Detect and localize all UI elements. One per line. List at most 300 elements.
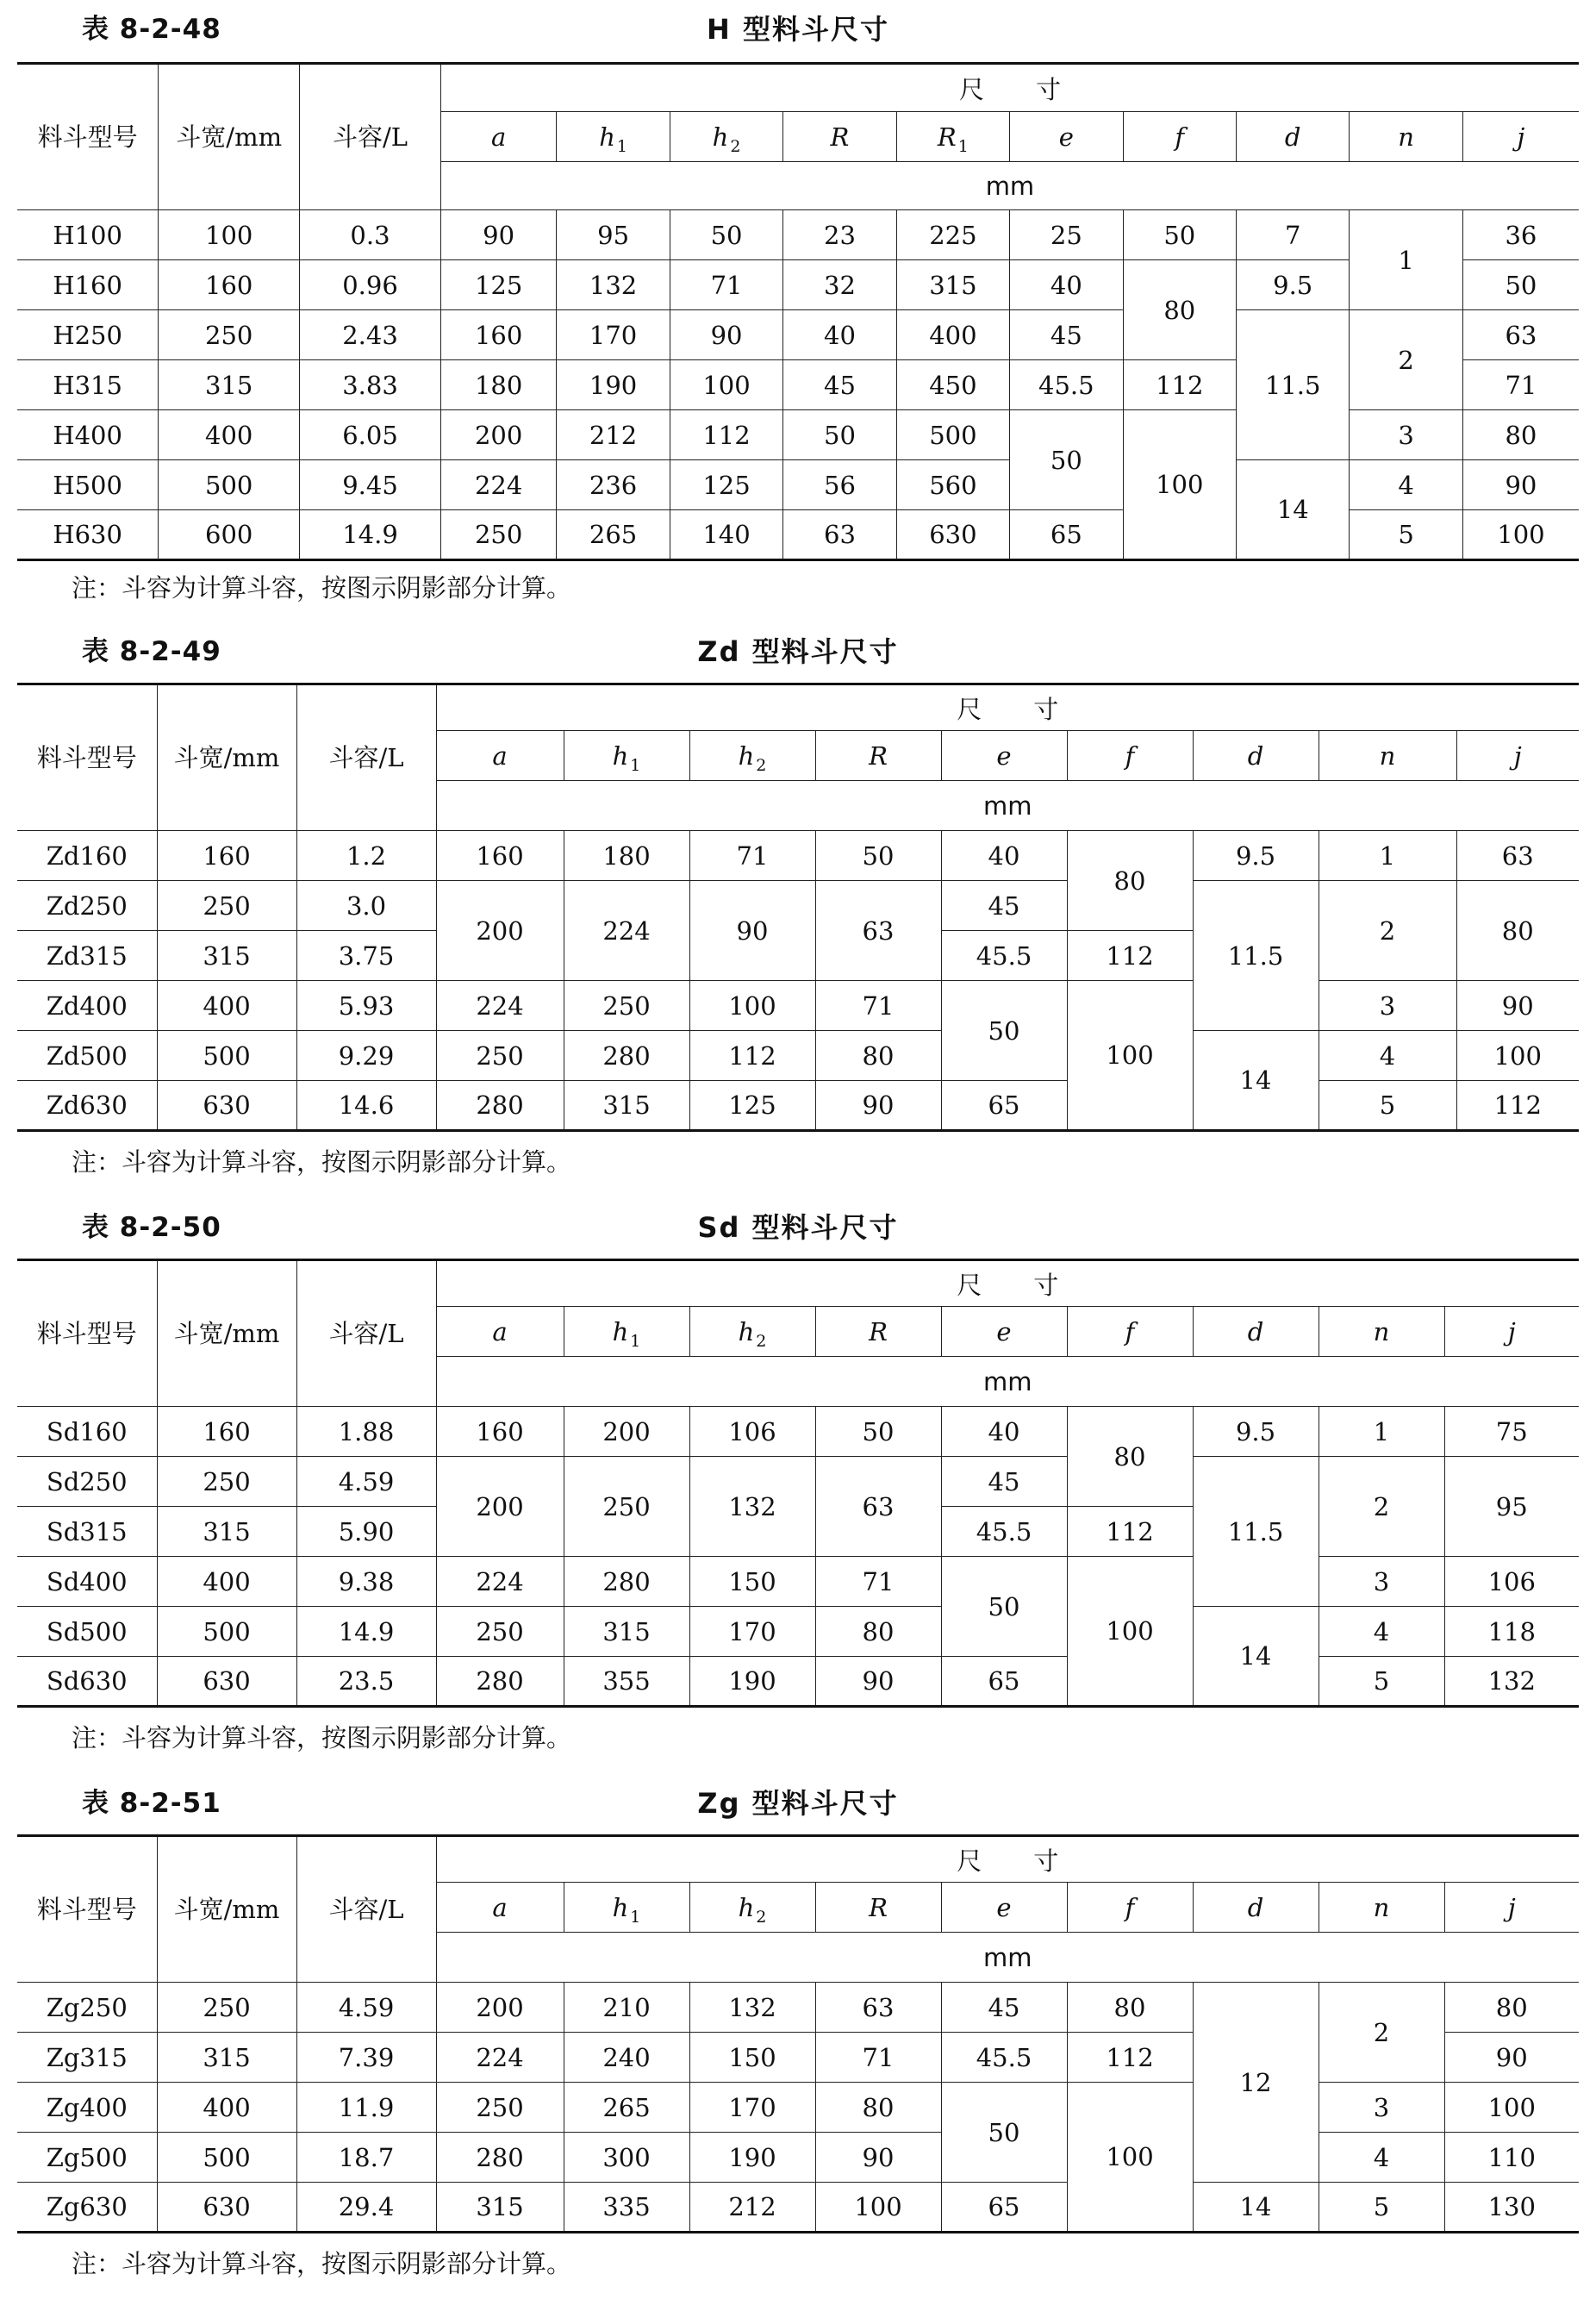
cell: 9.5 — [1193, 831, 1319, 881]
cell: 90 — [1462, 460, 1579, 510]
table-row — [17, 1657, 1579, 1707]
cell: 14.6 — [296, 1081, 436, 1131]
cell: 132 — [1444, 1657, 1579, 1707]
cell: 160 — [436, 831, 564, 881]
cell: Zd400 — [17, 981, 157, 1031]
cell: 400 — [157, 2083, 296, 2133]
table-number: 表 8-2-51 — [82, 1788, 221, 1819]
cell: 4.59 — [296, 1457, 436, 1507]
cell: 600 — [159, 510, 300, 560]
table-note: 注：斗容为计算斗容，按图示阴影部分计算。 — [72, 573, 572, 603]
cell: 315 — [157, 1507, 296, 1557]
cell: 100 — [159, 210, 300, 260]
cell: 1 — [1319, 1407, 1444, 1457]
sym-d: d — [1193, 1883, 1319, 1933]
cell: 90 — [670, 310, 782, 360]
cell: 630 — [157, 1657, 296, 1707]
cell: 100 — [689, 981, 815, 1031]
cell: 32 — [783, 260, 896, 310]
cell: 250 — [440, 510, 556, 560]
cell: 500 — [896, 410, 1009, 460]
cell: 500 — [159, 460, 300, 510]
table-8-2-48 — [17, 62, 1579, 561]
cell: 63 — [815, 1983, 941, 2033]
cell: 200 — [564, 1407, 689, 1457]
cell: 80 — [1444, 1983, 1579, 2033]
cell: 5 — [1350, 510, 1462, 560]
header-width: 斗宽/mm — [157, 684, 296, 831]
header-capacity: 斗容/L — [296, 1836, 436, 1983]
sym-a: a — [436, 731, 564, 781]
cell: 450 — [896, 360, 1009, 410]
cell: 280 — [436, 1081, 564, 1131]
header-width: 斗宽/mm — [159, 64, 300, 210]
cell: 265 — [564, 2083, 689, 2133]
cell: 315 — [564, 1081, 689, 1131]
cell: 65 — [941, 2183, 1067, 2233]
sym-f: f — [1067, 1883, 1193, 1933]
cell: 160 — [436, 1407, 564, 1457]
cell: 400 — [157, 981, 296, 1031]
cell: 200 — [436, 1457, 564, 1557]
cell: 45.5 — [941, 1507, 1067, 1557]
cell: 335 — [564, 2183, 689, 2233]
table-number: 表 8-2-50 — [82, 1212, 221, 1243]
cell: 80 — [1067, 1407, 1193, 1507]
cell: 100 — [1444, 2083, 1579, 2133]
cell: 95 — [557, 210, 670, 260]
cell: 50 — [783, 410, 896, 460]
cell: 5.93 — [296, 981, 436, 1031]
cell: 63 — [1462, 310, 1579, 360]
cell: 224 — [564, 881, 689, 981]
header-capacity: 斗容/L — [296, 684, 436, 831]
cell: 400 — [159, 410, 300, 460]
table-row — [17, 1081, 1579, 1131]
cell: 3.0 — [296, 881, 436, 931]
table-row — [17, 460, 1579, 510]
cell: 250 — [436, 1031, 564, 1081]
table-row — [17, 310, 1579, 360]
cell: 112 — [1067, 2033, 1193, 2083]
table-title: H 型料斗尺寸 — [707, 13, 889, 46]
cell: 315 — [157, 2033, 296, 2083]
cell: 80 — [1123, 260, 1236, 360]
sym-f: f — [1067, 1307, 1193, 1357]
cell: 110 — [1444, 2133, 1579, 2183]
sym-R: R — [815, 1307, 941, 1357]
cell: 160 — [157, 831, 296, 881]
cell: 9.29 — [296, 1031, 436, 1081]
cell: 225 — [896, 210, 1009, 260]
cell: 170 — [689, 1607, 815, 1657]
header-dimensions: 尺寸 — [440, 64, 1579, 112]
cell: 200 — [436, 881, 564, 981]
table-8-2-51 — [17, 1834, 1579, 2233]
cell: 2 — [1319, 1983, 1444, 2083]
cell: H315 — [17, 360, 159, 410]
cell: 29.4 — [296, 2183, 436, 2233]
cell: Zd315 — [17, 931, 157, 981]
cell: 63 — [815, 881, 941, 981]
header-capacity: 斗容/L — [296, 1260, 436, 1407]
sym-n: n — [1319, 1307, 1444, 1357]
cell: 125 — [440, 260, 556, 310]
cell: 250 — [157, 881, 296, 931]
cell: 2.43 — [300, 310, 441, 360]
table-note: 注：斗容为计算斗容，按图示阴影部分计算。 — [72, 1723, 572, 1752]
table-row — [17, 260, 1579, 310]
cell: 90 — [440, 210, 556, 260]
sym-n: n — [1350, 112, 1462, 162]
cell: 100 — [815, 2183, 941, 2233]
cell: 112 — [1456, 1081, 1579, 1131]
header-capacity: 斗容/L — [300, 64, 441, 210]
unit-mm: mm — [436, 1933, 1579, 1983]
cell: 71 — [815, 2033, 941, 2083]
cell: 90 — [689, 881, 815, 981]
cell: Sd315 — [17, 1507, 157, 1557]
header-dimensions: 尺寸 — [436, 1836, 1579, 1883]
cell: 224 — [440, 460, 556, 510]
cell: 65 — [941, 1657, 1067, 1707]
cell: 500 — [157, 1607, 296, 1657]
table-caption — [0, 628, 1596, 679]
cell: 36 — [1462, 210, 1579, 260]
cell: 2 — [1319, 881, 1456, 981]
cell: 100 — [1067, 981, 1193, 1131]
cell: 100 — [1456, 1031, 1579, 1081]
cell: 45 — [783, 360, 896, 410]
header-model: 料斗型号 — [17, 64, 159, 210]
cell: 71 — [689, 831, 815, 881]
cell: 132 — [557, 260, 670, 310]
sym-j: j — [1456, 731, 1579, 781]
cell: 9.45 — [300, 460, 441, 510]
cell: 4 — [1319, 1607, 1444, 1657]
cell: 315 — [436, 2183, 564, 2233]
cell: 9.5 — [1193, 1407, 1319, 1457]
cell: 280 — [436, 2133, 564, 2183]
cell: 2 — [1319, 1457, 1444, 1557]
header-width: 斗宽/mm — [157, 1260, 296, 1407]
cell: 100 — [1462, 510, 1579, 560]
table-row — [17, 2183, 1579, 2233]
cell: 9.38 — [296, 1557, 436, 1607]
table-row — [17, 1031, 1579, 1081]
sym-n: n — [1319, 1883, 1444, 1933]
cell: 5.90 — [296, 1507, 436, 1557]
cell: 3 — [1319, 2083, 1444, 2133]
sym-n: n — [1319, 731, 1456, 781]
cell: Zg500 — [17, 2133, 157, 2183]
cell: 125 — [670, 460, 782, 510]
cell: 212 — [689, 2183, 815, 2233]
cell: 5 — [1319, 1657, 1444, 1707]
table-8-2-49 — [17, 683, 1579, 1132]
cell: 112 — [1067, 1507, 1193, 1557]
cell: 50 — [815, 831, 941, 881]
cell: 200 — [440, 410, 556, 460]
cell: 150 — [689, 1557, 815, 1607]
cell: 112 — [1123, 360, 1236, 410]
cell: 63 — [1456, 831, 1579, 881]
cell: 2 — [1350, 310, 1462, 410]
cell: 315 — [564, 1607, 689, 1657]
cell: 11.5 — [1193, 1457, 1319, 1607]
cell: 250 — [436, 2083, 564, 2133]
sym-j: j — [1444, 1883, 1579, 1933]
cell: 45 — [1010, 310, 1123, 360]
table-title: Zg 型料斗尺寸 — [697, 1787, 899, 1820]
cell: 75 — [1444, 1407, 1579, 1457]
cell: 80 — [815, 2083, 941, 2133]
cell: 45.5 — [941, 931, 1067, 981]
section-table-8-2-51 — [0, 1779, 1596, 2278]
sym-e: e — [941, 1307, 1067, 1357]
cell: 630 — [896, 510, 1009, 560]
sym-d: d — [1193, 1307, 1319, 1357]
table-row — [17, 1607, 1579, 1657]
cell: Zg250 — [17, 1983, 157, 2033]
cell: 14 — [1193, 2183, 1319, 2233]
cell: 132 — [689, 1457, 815, 1557]
cell: 65 — [941, 1081, 1067, 1131]
cell: 160 — [157, 1407, 296, 1457]
cell: 50 — [1010, 410, 1123, 510]
cell: 250 — [436, 1607, 564, 1657]
cell: 7 — [1236, 210, 1349, 260]
cell: Sd630 — [17, 1657, 157, 1707]
cell: 210 — [564, 1983, 689, 2033]
cell: 11.5 — [1236, 310, 1349, 460]
cell: 250 — [157, 1457, 296, 1507]
cell: H500 — [17, 460, 159, 510]
cell: 112 — [689, 1031, 815, 1081]
section-table-8-2-48 — [0, 5, 1596, 603]
unit-mm: mm — [440, 162, 1579, 210]
sym-R: R — [815, 731, 941, 781]
table-row — [17, 1407, 1579, 1457]
cell: 56 — [783, 460, 896, 510]
cell: 100 — [1123, 410, 1236, 560]
cell: 45 — [941, 1457, 1067, 1507]
cell: 50 — [941, 981, 1067, 1081]
table-caption — [0, 5, 1596, 57]
cell: 170 — [689, 2083, 815, 2133]
table-note: 注：斗容为计算斗容，按图示阴影部分计算。 — [72, 2249, 572, 2278]
cell: 500 — [157, 1031, 296, 1081]
cell: 80 — [1456, 881, 1579, 981]
cell: 3.83 — [300, 360, 441, 410]
cell: 45 — [941, 881, 1067, 931]
cell: 3 — [1350, 410, 1462, 460]
cell: 280 — [564, 1031, 689, 1081]
cell: 71 — [815, 981, 941, 1031]
cell: 9.5 — [1236, 260, 1349, 310]
cell: 190 — [689, 2133, 815, 2183]
cell: 132 — [689, 1983, 815, 2033]
cell: 12 — [1193, 1983, 1319, 2183]
cell: 280 — [564, 1557, 689, 1607]
section-table-8-2-49 — [0, 628, 1596, 1177]
cell: 90 — [815, 2133, 941, 2183]
table-row — [17, 1457, 1579, 1507]
cell: 63 — [815, 1457, 941, 1557]
table-8-2-50 — [17, 1259, 1579, 1708]
cell: Zd160 — [17, 831, 157, 881]
cell: Zg630 — [17, 2183, 157, 2233]
table-row — [17, 210, 1579, 260]
cell: H250 — [17, 310, 159, 360]
cell: 250 — [159, 310, 300, 360]
cell: 1.88 — [296, 1407, 436, 1457]
sym-f: f — [1123, 112, 1236, 162]
cell: 23 — [783, 210, 896, 260]
table-number: 表 8-2-48 — [82, 14, 221, 45]
table-note: 注：斗容为计算斗容，按图示阴影部分计算。 — [72, 1147, 572, 1177]
cell: 180 — [564, 831, 689, 881]
cell: 315 — [896, 260, 1009, 310]
cell: 25 — [1010, 210, 1123, 260]
table-caption — [0, 1779, 1596, 1831]
header-dimensions: 尺寸 — [436, 1260, 1579, 1307]
cell: 160 — [159, 260, 300, 310]
cell: 224 — [436, 2033, 564, 2083]
cell: Zg400 — [17, 2083, 157, 2133]
cell: 65 — [1010, 510, 1123, 560]
sym-e: e — [941, 731, 1067, 781]
cell: 7.39 — [296, 2033, 436, 2083]
cell: 80 — [815, 1031, 941, 1081]
cell: 1 — [1350, 210, 1462, 310]
sym-R1: R $_1$ — [896, 112, 1009, 162]
table-title: Zd 型料斗尺寸 — [697, 635, 899, 668]
cell: 112 — [1067, 931, 1193, 981]
cell: Zg315 — [17, 2033, 157, 2083]
cell: 112 — [670, 410, 782, 460]
sym-a: a — [436, 1307, 564, 1357]
cell: Sd400 — [17, 1557, 157, 1607]
header-model: 料斗型号 — [17, 1260, 157, 1407]
cell: 300 — [564, 2133, 689, 2183]
cell: 130 — [1444, 2183, 1579, 2233]
cell: 160 — [440, 310, 556, 360]
cell: 200 — [436, 1983, 564, 2033]
sym-f: f — [1067, 731, 1193, 781]
cell: 500 — [157, 2133, 296, 2183]
cell: 3.75 — [296, 931, 436, 981]
cell: 11.9 — [296, 2083, 436, 2133]
sym-j: j — [1462, 112, 1579, 162]
table-row — [17, 2083, 1579, 2133]
cell: 45.5 — [941, 2033, 1067, 2083]
cell: 170 — [557, 310, 670, 360]
sym-j: j — [1444, 1307, 1579, 1357]
table-row — [17, 881, 1579, 931]
cell: 1 — [1319, 831, 1456, 881]
sym-R: R — [783, 112, 896, 162]
cell: 1.2 — [296, 831, 436, 881]
cell: 80 — [1067, 831, 1193, 931]
cell: Sd500 — [17, 1607, 157, 1657]
cell: 90 — [815, 1657, 941, 1707]
cell: 630 — [157, 1081, 296, 1131]
cell: 212 — [557, 410, 670, 460]
cell: H400 — [17, 410, 159, 460]
sym-h1: h $_1$ — [564, 731, 689, 781]
unit-mm: mm — [436, 781, 1579, 831]
cell: 40 — [1010, 260, 1123, 310]
cell: 180 — [440, 360, 556, 410]
cell: 40 — [941, 1407, 1067, 1457]
header-dimensions: 尺寸 — [436, 684, 1579, 731]
sym-h1: h $_1$ — [564, 1307, 689, 1357]
sym-h2: h $_2$ — [689, 1307, 815, 1357]
cell: 560 — [896, 460, 1009, 510]
cell: Sd250 — [17, 1457, 157, 1507]
cell: 250 — [564, 1457, 689, 1557]
cell: 118 — [1444, 1607, 1579, 1657]
cell: 71 — [1462, 360, 1579, 410]
cell: 250 — [564, 981, 689, 1031]
table-row — [17, 2133, 1579, 2183]
cell: 23.5 — [296, 1657, 436, 1707]
cell: 14.9 — [296, 1607, 436, 1657]
header-model: 料斗型号 — [17, 684, 157, 831]
sym-h2: h $_2$ — [670, 112, 782, 162]
cell: 190 — [689, 1657, 815, 1707]
cell: 50 — [815, 1407, 941, 1457]
cell: 106 — [1444, 1557, 1579, 1607]
table-row — [17, 1983, 1579, 2033]
cell: 11.5 — [1193, 881, 1319, 1031]
cell: 100 — [670, 360, 782, 410]
cell: 80 — [815, 1607, 941, 1657]
section-table-8-2-50 — [0, 1203, 1596, 1752]
cell: Sd160 — [17, 1407, 157, 1457]
cell: 14 — [1236, 460, 1349, 560]
header-model: 料斗型号 — [17, 1836, 157, 1983]
table-row — [17, 1557, 1579, 1607]
cell: 6.05 — [300, 410, 441, 460]
cell: 315 — [159, 360, 300, 410]
cell: 50 — [1123, 210, 1236, 260]
cell: 100 — [1067, 2083, 1193, 2233]
cell: 50 — [941, 1557, 1067, 1657]
cell: 3 — [1319, 981, 1456, 1031]
cell: 14 — [1193, 1031, 1319, 1131]
sym-a: a — [440, 112, 556, 162]
table-row — [17, 981, 1579, 1031]
table-row — [17, 831, 1579, 881]
cell: 140 — [670, 510, 782, 560]
header-width: 斗宽/mm — [157, 1836, 296, 1983]
cell: 100 — [1067, 1557, 1193, 1707]
sym-h1: h $_1$ — [564, 1883, 689, 1933]
cell: 90 — [1456, 981, 1579, 1031]
cell: 4 — [1319, 1031, 1456, 1081]
sym-e: e — [941, 1883, 1067, 1933]
cell: Zd630 — [17, 1081, 157, 1131]
cell: 224 — [436, 1557, 564, 1607]
cell: 45 — [941, 1983, 1067, 2033]
cell: 150 — [689, 2033, 815, 2083]
cell: 400 — [896, 310, 1009, 360]
cell: 63 — [783, 510, 896, 560]
cell: 4.59 — [296, 1983, 436, 2033]
cell: Zd500 — [17, 1031, 157, 1081]
